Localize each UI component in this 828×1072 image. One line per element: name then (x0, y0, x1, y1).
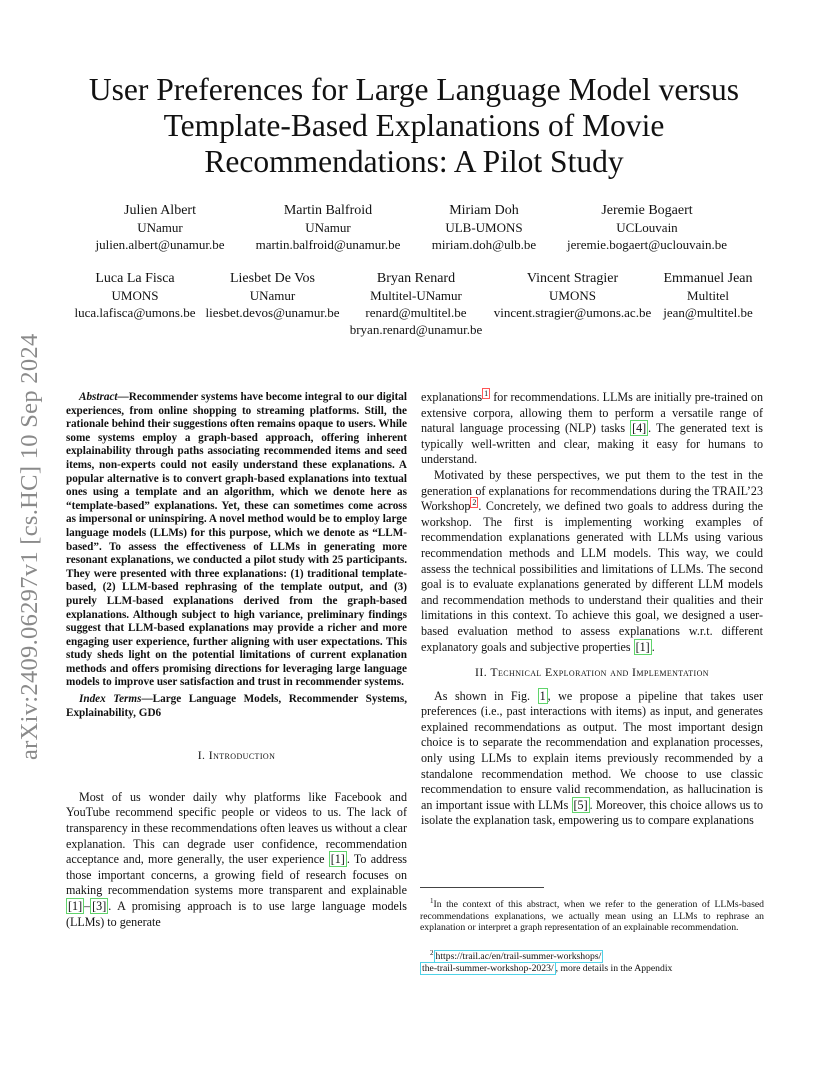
author-affiliation: UNamur (305, 220, 351, 235)
author-name: Vincent Stragier (526, 271, 619, 286)
title-line: Template-Based Explanations of Movie (163, 108, 665, 143)
index-terms (66, 693, 407, 720)
author-email[interactable]: miriam.doh@ulb.be (431, 237, 537, 252)
author-block (490, 270, 655, 321)
body-paragraph: As shown in Fig. 1 , we propose a pipeline that takes user preferences (i.e., past interactions with items) as input, and generates explained recommendations as output. The most important design choice is to separate the recommendation and explanation processes, only using LLMs to explain items previously recommended by a standalone recommendation method. We choose to use classic recommendation to ensure valid recommendation, as hallucination is an important issue with LLMs [5] . Moreover, this choice allows us to isolate the explanation task, empowering us to compare explanations (421, 688, 763, 828)
author-email[interactable]: jean@multitel.be (663, 305, 753, 320)
author-name: Liesbet De Vos (229, 271, 316, 286)
index-terms-label: Index Terms (79, 693, 142, 706)
author-block (346, 270, 486, 338)
footnote-ref-link[interactable]: 2 (472, 498, 477, 508)
footnote-ref-link[interactable]: 1 (484, 388, 489, 398)
author-email[interactable]: luca.lafisca@umons.be (74, 305, 196, 320)
section-heading: I. Introduction (197, 748, 276, 763)
author-email[interactable]: renard@multitel.be (365, 305, 467, 320)
author-block (658, 270, 758, 321)
author-affiliation: UNamur (249, 288, 296, 303)
index-terms-text: —Large Language Models, Recommender Systems, Explainability, GD6 (66, 693, 407, 719)
author-affiliation: Multitel (687, 288, 729, 303)
citation-link[interactable]: [5] (573, 797, 588, 812)
title-line: Recommendations: A Pilot Study (204, 144, 624, 179)
body-paragraph: Motivated by these perspectives, we put them to the test in the generation of explanations for recommendations during the TRAIL’23 Workshop $^2$ . Concretely, we defined two goals to address during the workshop. The first is implementing working examples of recommendation explanations generated with LLMs using various recommendation methods and LLM models. This way, we could assess the technical possibilities and limitations of LLMs. The second goal is to evaluate explanations generated by different LLM models and recommendation methods to understand their qualities and their limitations in this context. To achieve this goal, we designed a user-based evaluation method to assess explanations w.r.t. different explanatory goals and subjective properties [1] . (421, 467, 763, 654)
author-email[interactable]: julien.albert@unamur.be (95, 237, 225, 252)
footnote-1: $^1$In the context of this abstract, when we refer to the generation of LLMs-based recommendations explanations, we actually mean using an LLMs to rephrase an explanation or interpret a graph representation of an explainable recommendation. (420, 897, 764, 934)
citation-link[interactable]: [4] (632, 421, 647, 436)
author-name: Julien Albert (124, 203, 196, 218)
figure-link[interactable]: 1 (539, 688, 546, 703)
body-paragraph: explanations $^1$ for recommendations. LLMs are initially pre-trained on extensive corpora, allowing them to perform a versatile range of natural language processing (NLP) tasks [4] . The generated text is typically well-written and clear, making it easy for humans to understand. (421, 388, 763, 467)
left-column (66, 391, 407, 930)
intro-paragraph: Most of us wonder daily why platforms like Facebook and YouTube recommend specific people or videos to us. The lack of transparency in these recommendations often leaves us without a clear explanation. This can degrade user confidence, recommendation acceptance and, more generally, the user experience [1] . To address those important concerns, a growing field of research focuses on making recommendation systems more transparent and explainable [1] – [3] . A promising approach is to use large language models (LLMs) to generate (66, 789, 407, 929)
author-affiliation: UMONS (549, 288, 596, 303)
author-email[interactable]: vincent.stragier@umons.ac.be (493, 305, 652, 320)
abstract (66, 391, 407, 690)
author-affiliation: UNamur (137, 220, 183, 235)
author-email[interactable]: liesbet.devos@unamur.be (205, 305, 340, 320)
arxiv-identifier: arXiv:2409.06297v1 [cs.HC] 10 Sep 2024 (16, 333, 43, 760)
footnote-2: $^2$ https://trail.ac/en/trail-summer-workshops/ the-trail-summer-workshop-2023/ , more details in the Appendix (422, 949, 673, 974)
abstract-text: —Recommender systems have become integral to our digital experiences, from online shopping to streaming platforms. Still, the rationale behind their suggestions often remains opaque to users. While some systems employ a graph-based approach, offering inherent explainability through paths associating recommended items and seed items, non-experts could not easily understand these explanations. A popular alternative is to convert graph-based explanations into textual ones using a template and an algorithm, which we denote here as “template-based” explanations. Yet, these can sometimes come across as impersonal or uninspiring. A novel method would be to employ large language models (LLMs) for this purpose, which we denote as “LLM-based”. To assess the effectiveness of LLMs in generating more resonant explanations, we conducted a pilot study with 25 participants. They were presented with three explanations: (1) traditional template-based, (2) LLM-based rephrasing of the template output, and (3) purely LLM-based explanations derived from the graph-based explanations. Although subject to high variance, preliminary findings suggest that LLM-based explanations may provide a richer and more engaging user experience, further aligning with user expectations. This study sheds light on the potential limitations of current explanation methods and offers promising directions for leveraging large language models to improve user satisfaction and trust in recommender systems. (66, 391, 407, 689)
footnote-rule (420, 887, 544, 888)
right-column (421, 390, 763, 829)
author-email[interactable]: bryan.renard@unamur.be (349, 322, 483, 337)
author-name: Bryan Renard (376, 271, 456, 286)
author-affiliation: ULB-UMONS (445, 220, 523, 235)
paper-title (60, 72, 768, 180)
author-name: Martin Balfroid (283, 203, 373, 218)
citation-link[interactable]: [1] (330, 852, 345, 867)
abstract-label: Abstract (79, 391, 118, 403)
title-line: User Preferences for Large Language Model versus (88, 72, 740, 107)
author-block (205, 270, 340, 321)
author-name: Jeremie Bogaert (601, 203, 693, 218)
citation-link[interactable]: [1] (68, 899, 83, 913)
author-email[interactable]: martin.balfroid@unamur.be (255, 237, 401, 252)
citation-link[interactable]: [3] (92, 899, 107, 913)
author-name: Miriam Doh (449, 203, 519, 218)
author-name: Emmanuel Jean (663, 271, 753, 286)
author-email[interactable]: jeremie.bogaert@uclouvain.be (567, 237, 727, 252)
author-affiliation: Multitel-UNamur (370, 288, 462, 303)
author-block (70, 270, 200, 321)
author-name: Luca La Fisca (95, 271, 175, 286)
footnote-url-link[interactable]: the-trail-summer-workshop-2023/ (422, 962, 554, 974)
section-heading: II. Technical Exploration and Implementation (475, 665, 709, 680)
author-block (547, 202, 747, 253)
author-affiliation: UCLouvain (616, 220, 678, 235)
author-affiliation: UMONS (111, 288, 159, 303)
footnote-url-link[interactable]: https://trail.ac/en/trail-summer-workshops/ (435, 951, 602, 963)
citation-link[interactable]: [1] (635, 639, 650, 654)
